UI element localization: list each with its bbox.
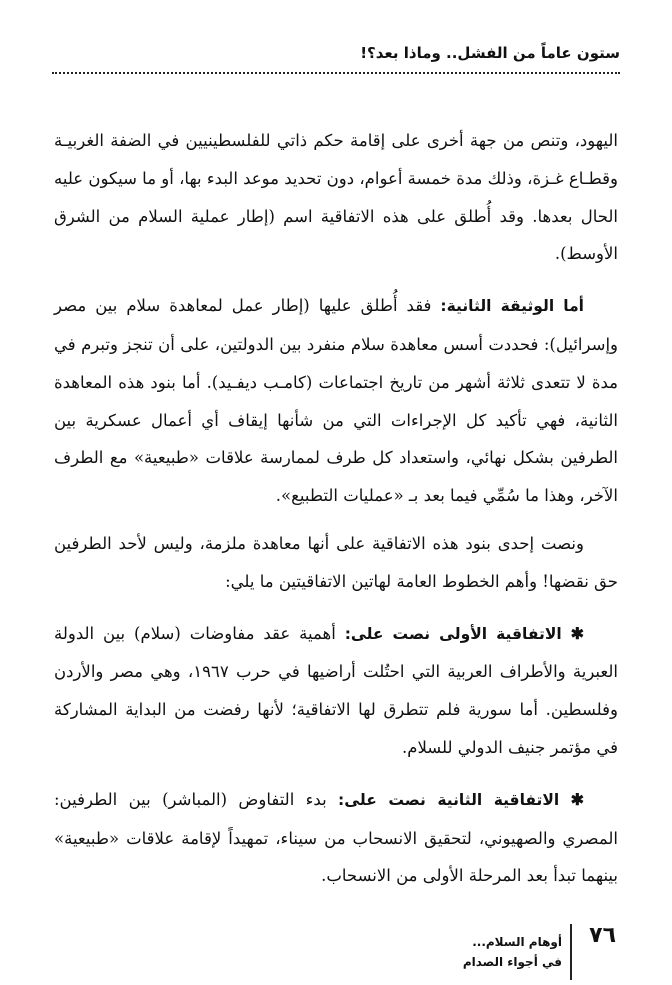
footer-book-title-line-1: أوهام السلام...	[472, 935, 562, 949]
page-footer	[436, 922, 616, 982]
paragraph-5	[54, 781, 618, 895]
body-text	[54, 122, 618, 895]
paragraph-2-lead: أما الوثيقة الثانية:	[440, 297, 584, 316]
paragraph-5-lead: الاتفاقية الثانية نصت على:	[338, 790, 560, 809]
footer-book-title-line-2: في أجواء الصدام	[462, 955, 562, 969]
header-dotted-rule	[52, 72, 620, 74]
paragraph-3	[54, 525, 618, 601]
paragraph-3-text: ونصت إحدى بنود هذه الاتفاقية على أنها معاهدة ملزمة، وليس لأحد الطرفين حق نقضها! وأهم الخطوط العامة لهاتين الاتفاقيتين ما يلي:	[54, 533, 618, 591]
paragraph-2	[54, 287, 618, 515]
paragraph-5-text: بدء التفاوض (المباشر) بين الطرفين: المصري والصهيوني، لتحقيق الانسحاب من سيناء، تمهيداً لإقامة علاقات «طبيعية» بينهما تبدأ بعد المرحلة الأولى من الانسحاب.	[54, 789, 618, 886]
bullet-star-icon: ✱	[570, 789, 585, 809]
paragraph-4-lead: الاتفاقية الأولى نصت على:	[344, 624, 562, 643]
paragraph-4-text: أهمية عقد مفاوضات (سلام) بين الدولة العبرية والأطراف العربية التي احتُلت أراضيها في حرب ١٩٦٧، وهي مصر والأردن وفلسطين. أما سورية فلم تتطرق لها الاتفاقية؛ لأنها رفضت من البداية المشاركة في مؤتمر جنيف الدولي للسلام.	[54, 623, 618, 757]
bullet-star-icon: ✱	[570, 623, 584, 643]
footer-vertical-rule	[570, 924, 572, 980]
paragraph-1	[54, 122, 618, 273]
paragraph-2-text: فقد أُطلق عليها (إطار عمل لمعاهدة سلام بين مصر وإسرائيل): فحددت أسس معاهدة سلام منفرد بين الدولتين، على أن تنجز وتبرم في مدة لا تتعدى ثلاثة أشهر من تاريخ اجتماعات (كامـب ديفـيد). أما بنود هذه المعاهدة الثانية، فهي تأكيد كل الإجراءات التي من شأنها إيقاف أي أعمال عسكرية بين الطرفين بشكل نهائي، واستعداد كل طرف لممارسة علاقات «طبيعية» مع الطرف الآخر، وهذا ما سُمِّي فيما بعد بـ «عمليات التطبيع».	[54, 296, 618, 506]
paragraph-1-text: اليهود، وتنص من جهة أخرى على إقامة حكم ذاتي للفلسطينيين في الضفة الغربيـة وقطـاع غـزة، وذلك مدة خمسة أعوام، دون تحديد موعد البدء بها، أو ما سيكون عليه الحال بعدها. وقد أُطلق على هذه الاتفاقية اسم (إطار عملية السلام من الشرق الأوسط).	[54, 131, 618, 264]
footer-book-title	[463, 932, 562, 972]
page-number: ٧٦	[589, 923, 616, 948]
running-header	[52, 38, 620, 78]
paragraph-4	[54, 615, 618, 767]
running-header-title: ستون عاماً من الفشل.. وماذا بعد؟!	[360, 44, 620, 62]
